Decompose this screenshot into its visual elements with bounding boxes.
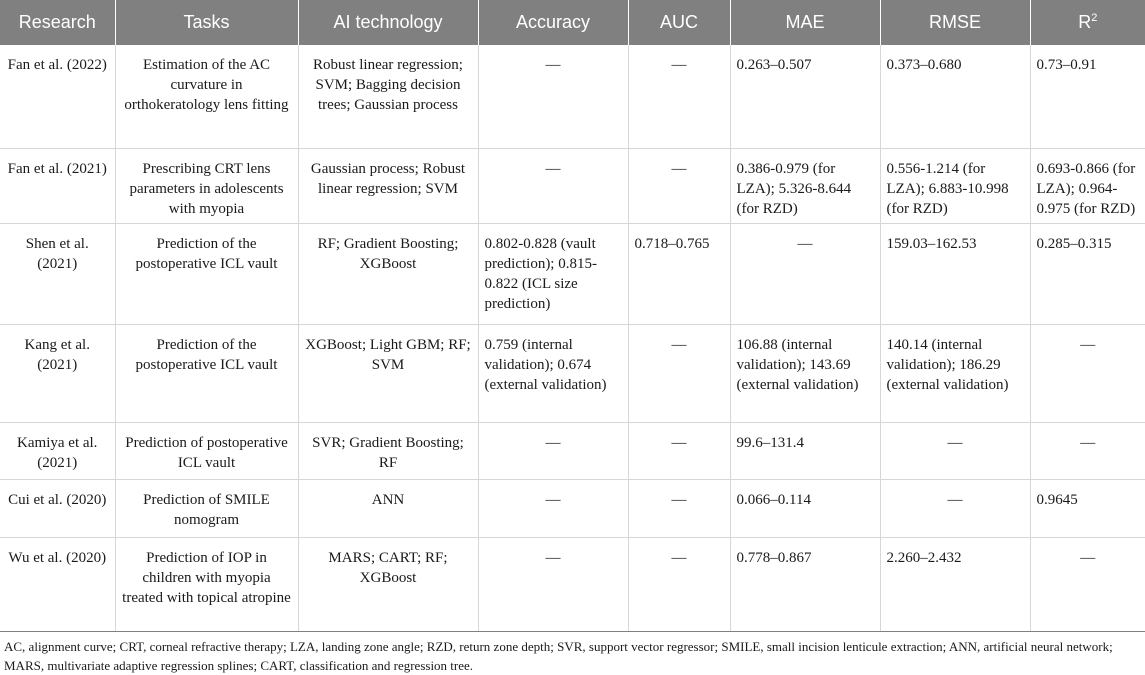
cell-rmse: 0.373–0.680 <box>880 45 1030 148</box>
cell-tasks: Prediction of the postoperative ICL vault <box>115 223 298 324</box>
cell-auc: — <box>628 148 730 223</box>
cell-accuracy: — <box>478 422 628 479</box>
header-r-squared <box>1030 0 1145 45</box>
cell-mae: 0.778–0.867 <box>730 537 880 631</box>
cell-rmse: 159.03–162.53 <box>880 223 1030 324</box>
header-row <box>0 0 1145 45</box>
table-row <box>0 479 1145 537</box>
cell-research: Fan et al. (2022) <box>0 45 115 148</box>
table-row <box>0 223 1145 324</box>
cell-ai-technology: XGBoost; Light GBM; RF; SVM <box>298 324 478 422</box>
header-ai-technology: AI technology <box>298 0 478 45</box>
cell-tasks: Prediction of IOP in children with myopia treated with topical atropine <box>115 537 298 631</box>
table-row <box>0 324 1145 422</box>
table-body <box>0 45 1145 631</box>
cell-mae: 0.386-0.979 (for LZA); 5.326-8.644 (for RZD) <box>730 148 880 223</box>
header-auc: AUC <box>628 0 730 45</box>
cell-auc: — <box>628 45 730 148</box>
cell-r-squared: — <box>1030 324 1145 422</box>
cell-tasks: Prediction of the postoperative ICL vault <box>115 324 298 422</box>
cell-accuracy: — <box>478 148 628 223</box>
table-row <box>0 45 1145 148</box>
header-research: Research <box>0 0 115 45</box>
r-squared-base: R <box>1078 12 1092 32</box>
table-row <box>0 148 1145 223</box>
cell-auc: — <box>628 422 730 479</box>
cell-research: Shen et al. (2021) <box>0 223 115 324</box>
cell-r-squared: 0.285–0.315 <box>1030 223 1145 324</box>
cell-accuracy: — <box>478 537 628 631</box>
cell-accuracy: — <box>478 479 628 537</box>
table-row <box>0 537 1145 631</box>
header-rmse: RMSE <box>880 0 1030 45</box>
cell-r-squared: 0.9645 <box>1030 479 1145 537</box>
cell-research: Kamiya et al. (2021) <box>0 422 115 479</box>
cell-r-squared: — <box>1030 537 1145 631</box>
cell-auc: — <box>628 324 730 422</box>
cell-mae: 0.066–0.114 <box>730 479 880 537</box>
table-footnote: AC, alignment curve; CRT, corneal refractive therapy; LZA, landing zone angle; RZD, return zone depth; SVR, support vector regressor; SMILE, small incision lenticule extraction; ANN, artificial neural network; MARS, multivariate adaptive regression splines; CART, classification and regression tree. <box>4 639 1113 673</box>
cell-accuracy: — <box>478 45 628 148</box>
cell-research: Fan et al. (2021) <box>0 148 115 223</box>
cell-accuracy: 0.802-0.828 (vault prediction); 0.815-0.822 (ICL size prediction) <box>478 223 628 324</box>
cell-auc: 0.718–0.765 <box>628 223 730 324</box>
cell-mae: 99.6–131.4 <box>730 422 880 479</box>
cell-accuracy: 0.759 (internal validation); 0.674 (external validation) <box>478 324 628 422</box>
cell-ai-technology: SVR; Gradient Boosting; RF <box>298 422 478 479</box>
cell-research: Wu et al. (2020) <box>0 537 115 631</box>
cell-r-squared: 0.73–0.91 <box>1030 45 1145 148</box>
cell-auc: — <box>628 479 730 537</box>
cell-rmse: 0.556-1.214 (for LZA); 6.883-10.998 (for RZD) <box>880 148 1030 223</box>
cell-mae: 106.88 (internal validation); 143.69 (external validation) <box>730 324 880 422</box>
cell-ai-technology: Robust linear regression; SVM; Bagging decision trees; Gaussian process <box>298 45 478 148</box>
header-mae: MAE <box>730 0 880 45</box>
cell-rmse: 2.260–2.432 <box>880 537 1030 631</box>
cell-ai-technology: Gaussian process; Robust linear regression; SVM <box>298 148 478 223</box>
cell-r-squared: 0.693-0.866 (for LZA); 0.964-0.975 (for RZD) <box>1030 148 1145 223</box>
cell-rmse: — <box>880 422 1030 479</box>
table-header <box>0 0 1145 45</box>
table-row <box>0 422 1145 479</box>
cell-ai-technology: RF; Gradient Boosting; XGBoost <box>298 223 478 324</box>
cell-mae: 0.263–0.507 <box>730 45 880 148</box>
cell-research: Cui et al. (2020) <box>0 479 115 537</box>
cell-rmse: 140.14 (internal validation); 186.29 (external validation) <box>880 324 1030 422</box>
cell-auc: — <box>628 537 730 631</box>
cell-tasks: Prescribing CRT lens parameters in adolescents with myopia <box>115 148 298 223</box>
cell-r-squared: — <box>1030 422 1145 479</box>
cell-tasks: Prediction of SMILE nomogram <box>115 479 298 537</box>
cell-mae: — <box>730 223 880 324</box>
cell-tasks: Prediction of postoperative ICL vault <box>115 422 298 479</box>
cell-research: Kang et al. (2021) <box>0 324 115 422</box>
cell-tasks: Estimation of the AC curvature in orthokeratology lens fitting <box>115 45 298 148</box>
header-tasks: Tasks <box>115 0 298 45</box>
r-squared-superscript: 2 <box>1091 12 1098 24</box>
cell-ai-technology: MARS; CART; RF; XGBoost <box>298 537 478 631</box>
cell-rmse: — <box>880 479 1030 537</box>
header-accuracy: Accuracy <box>478 0 628 45</box>
cell-ai-technology: ANN <box>298 479 478 537</box>
